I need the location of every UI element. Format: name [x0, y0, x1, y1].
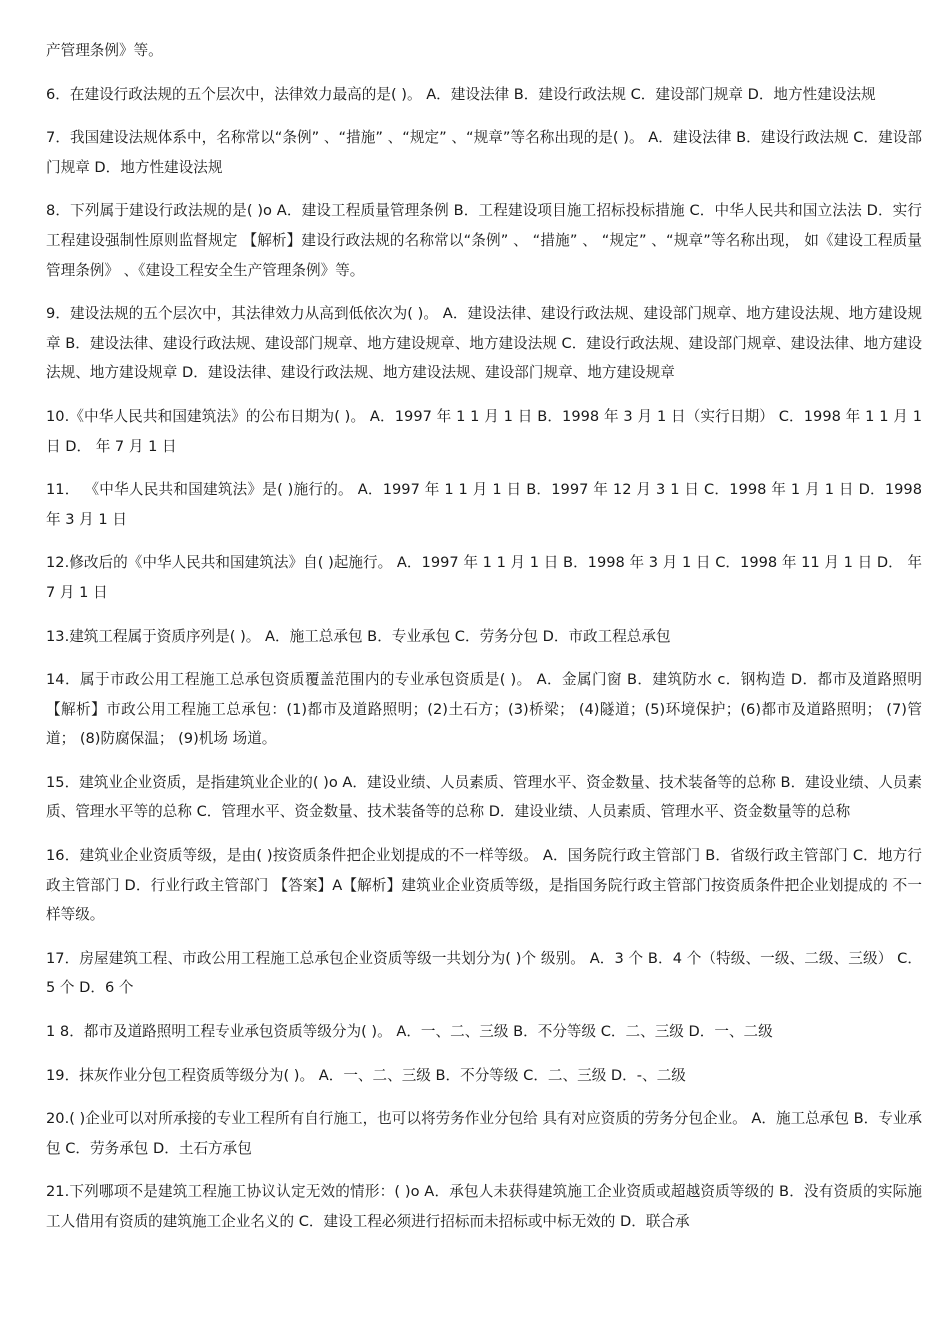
- question-12: 12.修改后的《中华人民共和国建筑法》自( )起施行。 A．1997 年 1 1 月 1 日 B．1998 年 3 月 1 日 C．1998 年 11 月 1 日 D． 年 7 月 1 日: [46, 554, 922, 601]
- question-8: 8．下列属于建设行政法规的是( )o A．建设工程质量管理条例 B．工程建设项目施工招标投标措施 C．中华人民共和国立法法 D．实行工程建设强制性原则监督规定 【解析】建设行政法规的名称常以“条例” 、 “措施” 、 “规定” 、“规章”等名称出现， 如《建设工程质量管理条例》 、《建设工程安全生产管理条例》等。: [46, 202, 922, 279]
- question-19: 19．抹灰作业分包工程资质等级分为( )。 A．一、二、三级 B．不分等级 C．二、三级 D．-、二级: [46, 1066, 686, 1084]
- question-17: 17．房屋建筑工程、市政公用工程施工总承包企业资质等级一共划分为( )个 级别。 A．3 个 B．4 个（特级、一级、二级、三级） C．5 个 D．6 个: [46, 949, 922, 997]
- question-6: 6．在建设行政法规的五个层次中，法律效力最高的是( )。 A．建设法律 B．建设行政法规 C．建设部门规章 D．地方性建设法规: [46, 85, 876, 103]
- paragraph-continuation: 产管理条例》等。: [46, 42, 163, 59]
- question-16: 16．建筑业企业资质等级，是由( )按资质条件把企业划提成的不一样等级。 A．国务院行政主管部门 B．省级行政主管部门 C．地方行政主管部门 D．行业行政主管部门 【答案】A【解析】建筑业企业资质等级，是指国务院行政主管部门按资质条件把企业划提成的 不一样等级。: [46, 847, 922, 924]
- question-21: 21.下列哪项不是建筑工程施工协议认定无效的情形：( )o A．承包人未获得建筑施工企业资质或超越资质等级的 B．没有资质的实际施工人借用有资质的建筑施工企业名义的 C．建设工程必须进行招标而未招标或中标无效的 D．联合承: [46, 1183, 922, 1230]
- question-10: 10.《中华人民共和国建筑法》的公布日期为( )。 A．1997 年 1 1 月 1 日 B．1998 年 3 月 1 日（实行日期） C．1998 年 1 1 月 1 日 D． 年 7 月 1 日: [46, 407, 922, 455]
- question-9: 9．建设法规的五个层次中，其法律效力从高到低依次为( )。 A．建设法律、建设行政法规、建设部门规章、地方建设法规、地方建设规章 B．建设法律、建设行政法规、建设部门规章、地方建设规章、地方建设法规 C．建设行政法规、建设部门规章、建设法律、地方建设法规、地方建设规章 D．建设法律、建设行政法规、地方建设法规、建设部门规章、地方建设规章: [46, 305, 922, 382]
- question-15: 15．建筑业企业资质，是指建筑业企业的( )o A．建设业绩、人员素质、管理水平、资金数量、技术装备等的总称 B．建设业绩、人员素质、管理水平等的总称 C．管理水平、资金数量、技术装备等的总称 D．建设业绩、人员素质、管理水平、资金数量等的总称: [46, 773, 922, 821]
- question-14: 14．属于市政公用工程施工总承包资质覆盖范围内的专业承包资质是( )。 A．金属门窗 B．建筑防水 c．钢构造 D．都市及道路照明 【解析】市政公用工程施工总承包：(1)都市及道路照明；(2)土石方；(3)桥梁； (4)隧道；(5)环境保护；(6)都市及道路照明； (7)管道； (8)防腐保温； (9)机场 场道。: [46, 671, 922, 748]
- document-page: [46, 0, 922, 1237]
- question-7: 7．我国建设法规体系中，名称常以“条例” 、“措施” 、“规定” 、“规章”等名称出现的是( )。 A．建设法律 B．建设行政法规 C．建设部门规章 D．地方性建设法规: [46, 129, 922, 176]
- question-20: 20.( )企业可以对所承接的专业工程所有自行施工，也可以将劳务作业分包给 具有对应资质的劳务分包企业。 A．施工总承包 B．专业承包 C．劳务承包 D．土石方承包: [46, 1110, 922, 1157]
- question-11: 11． 《中华人民共和国建筑法》是( )施行的。 A．1997 年 1 1 月 1 日 B．1997 年 12 月 3 1 日 C．1998 年 1 月 1 日 D．1998 年 3 月 1 日: [46, 481, 922, 528]
- question-18: 1 8．都市及道路照明工程专业承包资质等级分为( )。 A．一、二、三级 B．不分等级 C．二、三级 D．一、二级: [46, 1023, 773, 1041]
- question-13: 13.建筑工程属于资质序列是( )。 A．施工总承包 B．专业承包 C．劳务分包 D．市政工程总承包: [46, 627, 671, 645]
